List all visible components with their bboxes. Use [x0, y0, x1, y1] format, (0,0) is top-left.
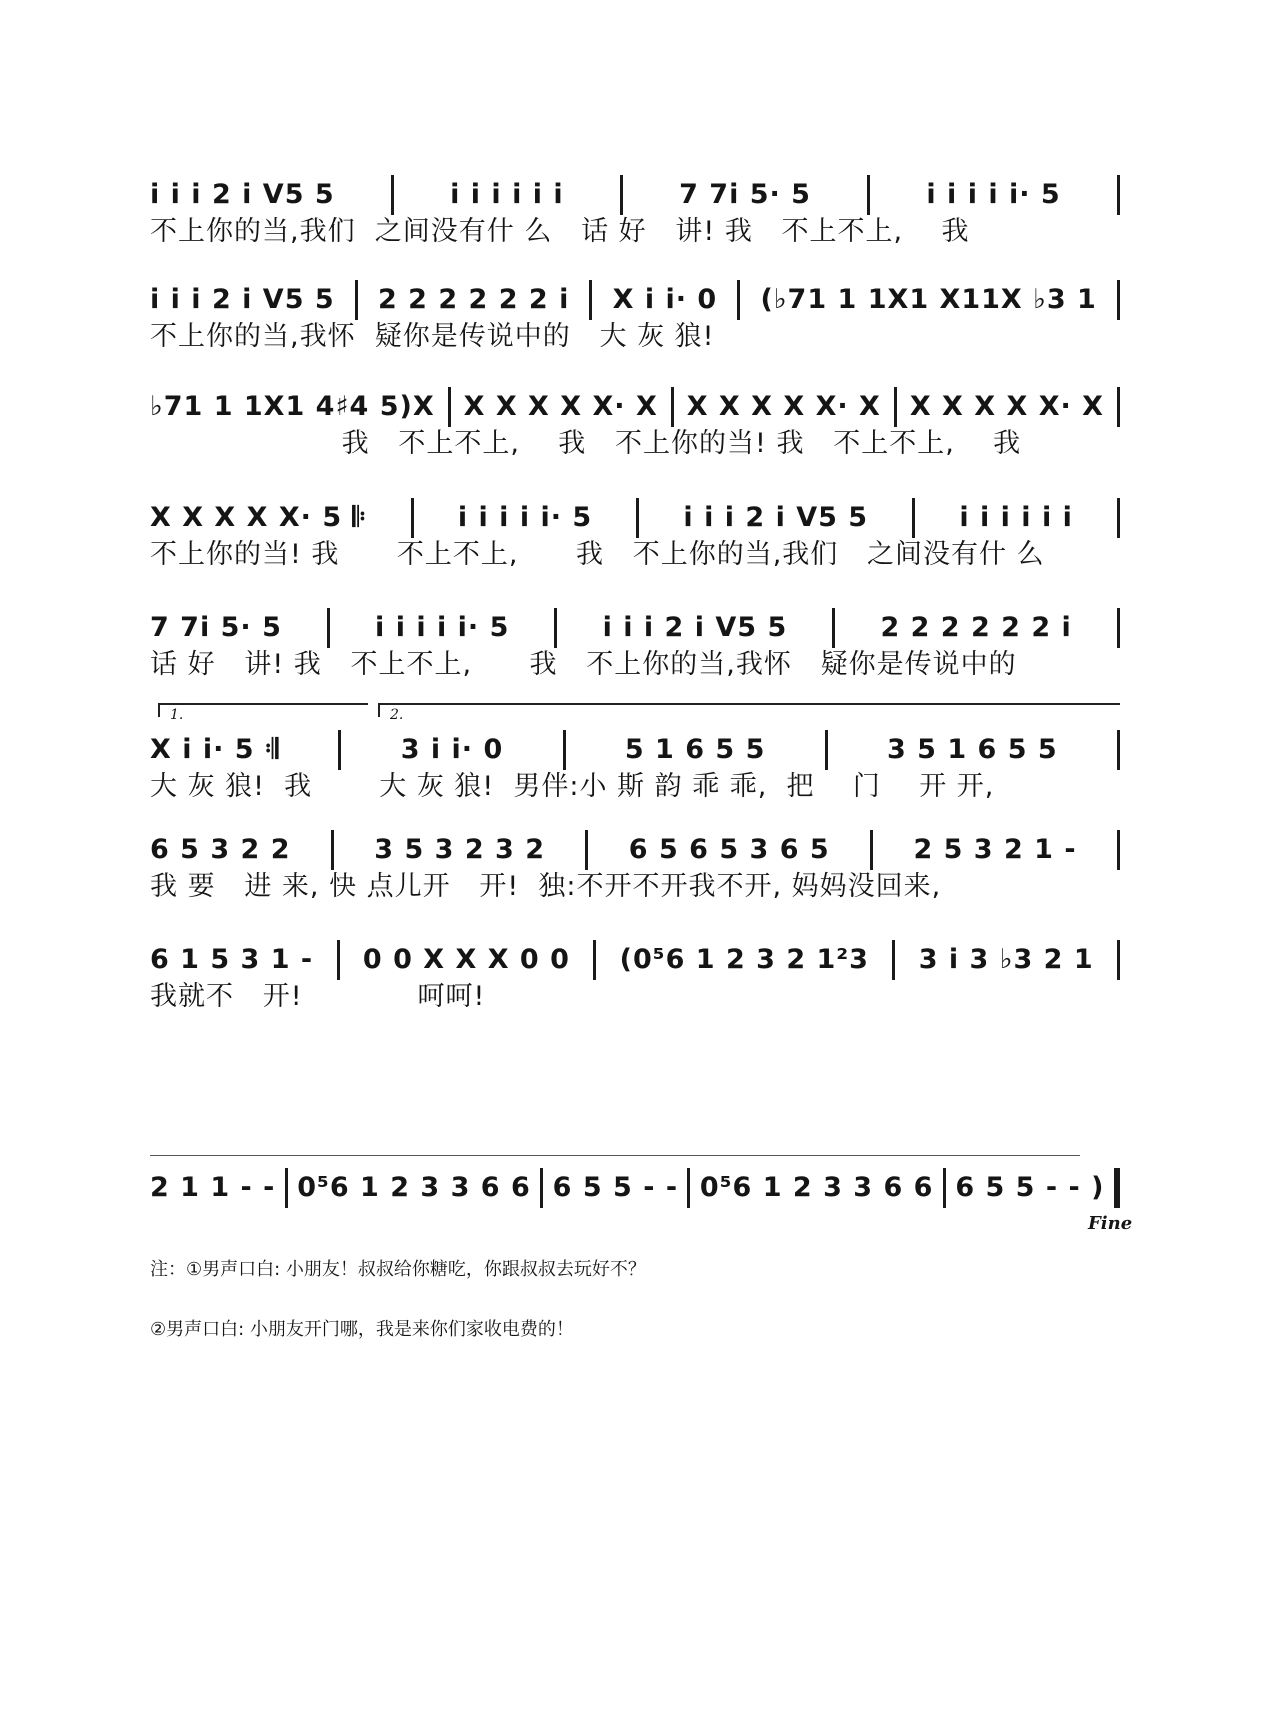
measure: 3 5 1 6 5 5: [886, 734, 1058, 765]
lyrics-line: 我 要 进 来, 快 点儿开 开! 独:不开不开我不开, 妈妈没回来,: [150, 871, 942, 902]
measure: (0⁵6 1 2 3 2 1²3: [619, 944, 869, 975]
bar-line: [636, 498, 639, 538]
bar-line: [892, 940, 895, 980]
measure: X X X X X· X: [909, 391, 1104, 422]
measure: X X X X X· X: [686, 391, 881, 422]
bar-line: [411, 498, 414, 538]
bar-line: [912, 498, 915, 538]
measure: 0 0 X X X 0 0: [362, 944, 570, 975]
bar-line: [1117, 280, 1120, 320]
measure: 2 5 3 2 1 -: [913, 834, 1077, 865]
bar-line: [589, 280, 592, 320]
footnote-1: 注：①男声口白: 小朋友！叔叔给你糖吃，你跟叔叔去玩好不？: [150, 1259, 646, 1280]
bar-line: [671, 387, 674, 427]
measure: 5 1 6 5 5: [624, 734, 766, 765]
measure: i i i 2 i V5 5: [150, 179, 335, 210]
measure: X X X X X· X: [463, 391, 658, 422]
measure: X i i· 5 𝄇: [150, 734, 280, 765]
bar-line: [1117, 730, 1120, 770]
bar-line: [870, 830, 873, 870]
measure: 0⁵6 1 2 3 3 6 6: [297, 1172, 531, 1203]
bar-line: [1117, 387, 1120, 427]
measure: 3 i 3 ♭3 2 1: [918, 944, 1094, 975]
measure: 7 7i 5· 5: [150, 612, 282, 643]
lyrics-line: 我 不上不上, 我 不上你的当! 我 不上不上, 我: [150, 428, 1022, 459]
bar-line: [331, 830, 334, 870]
bar-line: [338, 730, 341, 770]
measure: i i i i i i: [450, 179, 564, 210]
footnote-2: ②男声口白: 小朋友开门哪，我是来你们家收电费的！: [150, 1319, 574, 1340]
measure: 3 5 3 2 3 2: [374, 834, 546, 865]
measure: (♭71 1 1X1 X11X ♭3 1: [760, 284, 1097, 315]
measure: i i i i i i: [959, 502, 1073, 533]
measure: 0⁵6 1 2 3 3 6 6: [699, 1172, 934, 1203]
bar-line: [355, 280, 358, 320]
bar-line: [1117, 498, 1120, 538]
lyrics-line: 不上你的当,我们 之间没有什 么 话 好 讲! 我 不上不上, 我: [150, 216, 970, 247]
measure: 2 2 2 2 2 2 i: [377, 284, 570, 315]
bar-line: [894, 387, 897, 427]
measure: X i i· 0: [612, 284, 718, 315]
bar-line: [448, 387, 451, 427]
bar-line: [391, 175, 394, 215]
measure: 2 2 2 2 2 2 i: [880, 612, 1072, 643]
bar-line: [825, 730, 828, 770]
measure: i i i 2 i V5 5: [683, 502, 869, 533]
volta-1-label: 1.: [170, 707, 184, 723]
measure: 7 7i 5· 5: [679, 179, 811, 210]
measure: i i i i i· 5: [926, 179, 1061, 210]
measure: 6 5 5 - - ): [955, 1172, 1105, 1203]
measure: 6 1 5 3 1 -: [150, 944, 314, 975]
bar-line: [1117, 608, 1120, 648]
measure: 2 1 1 - -: [150, 1172, 276, 1203]
notation-line: [150, 1163, 1120, 1213]
bar-line: [832, 608, 835, 648]
bar-line: [737, 280, 740, 320]
measure: ♭71 1 1X1 4♯4 5)X: [150, 391, 435, 422]
bar-line: [943, 1168, 946, 1208]
system-separator-line: [150, 1155, 1080, 1156]
lyrics-line: 大 灰 狼! 我 大 灰 狼! 男伴:小 斯 韵 乖 乖, 把 门 开 开,: [150, 771, 995, 802]
bar-line: [285, 1168, 288, 1208]
bar-line: [540, 1168, 543, 1208]
second-ending-bracket: [378, 703, 1120, 723]
measure: i i i 2 i V5 5: [602, 612, 788, 643]
lyrics-line: 不上你的当,我怀 疑你是传说中的 大 灰 狼!: [150, 321, 715, 352]
volta-brackets: [150, 703, 1120, 723]
measure: i i i i i· 5: [375, 612, 510, 643]
lyrics-line: 不上你的当! 我 不上不上, 我 不上你的当,我们 之间没有什 么: [150, 539, 1045, 570]
measure: i i i i i· 5: [457, 502, 593, 533]
volta-2-label: 2.: [390, 707, 404, 723]
fine-marking: Fine: [1088, 1213, 1133, 1234]
bar-line: [1117, 940, 1120, 980]
bar-line: [1117, 175, 1120, 215]
bar-line: [867, 175, 870, 215]
first-ending-bracket: [158, 703, 368, 723]
lyrics-line: 话 好 讲! 我 不上不上, 我 不上你的当,我怀 疑你是传说中的: [150, 649, 1017, 680]
bar-line: [563, 730, 566, 770]
measure: 6 5 3 2 2: [150, 834, 291, 865]
bar-line: [687, 1168, 690, 1208]
measure: 6 5 5 - -: [552, 1172, 679, 1203]
bar-line: [1117, 830, 1120, 870]
lyrics-line: 我就不 开! 呵呵!: [150, 981, 486, 1012]
final-bar-line: [1114, 1168, 1120, 1208]
bar-line: [337, 940, 340, 980]
bar-line: [327, 608, 330, 648]
measure: i i i 2 i V5 5: [150, 284, 335, 315]
bar-line: [585, 830, 588, 870]
bar-line: [593, 940, 596, 980]
measure: 6 5 6 5 3 6 5: [628, 834, 830, 865]
bar-line: [554, 608, 557, 648]
measure: X X X X X· 5 𝄆: [150, 502, 367, 533]
bar-line: [620, 175, 623, 215]
measure: 3 i i· 0: [400, 734, 504, 765]
